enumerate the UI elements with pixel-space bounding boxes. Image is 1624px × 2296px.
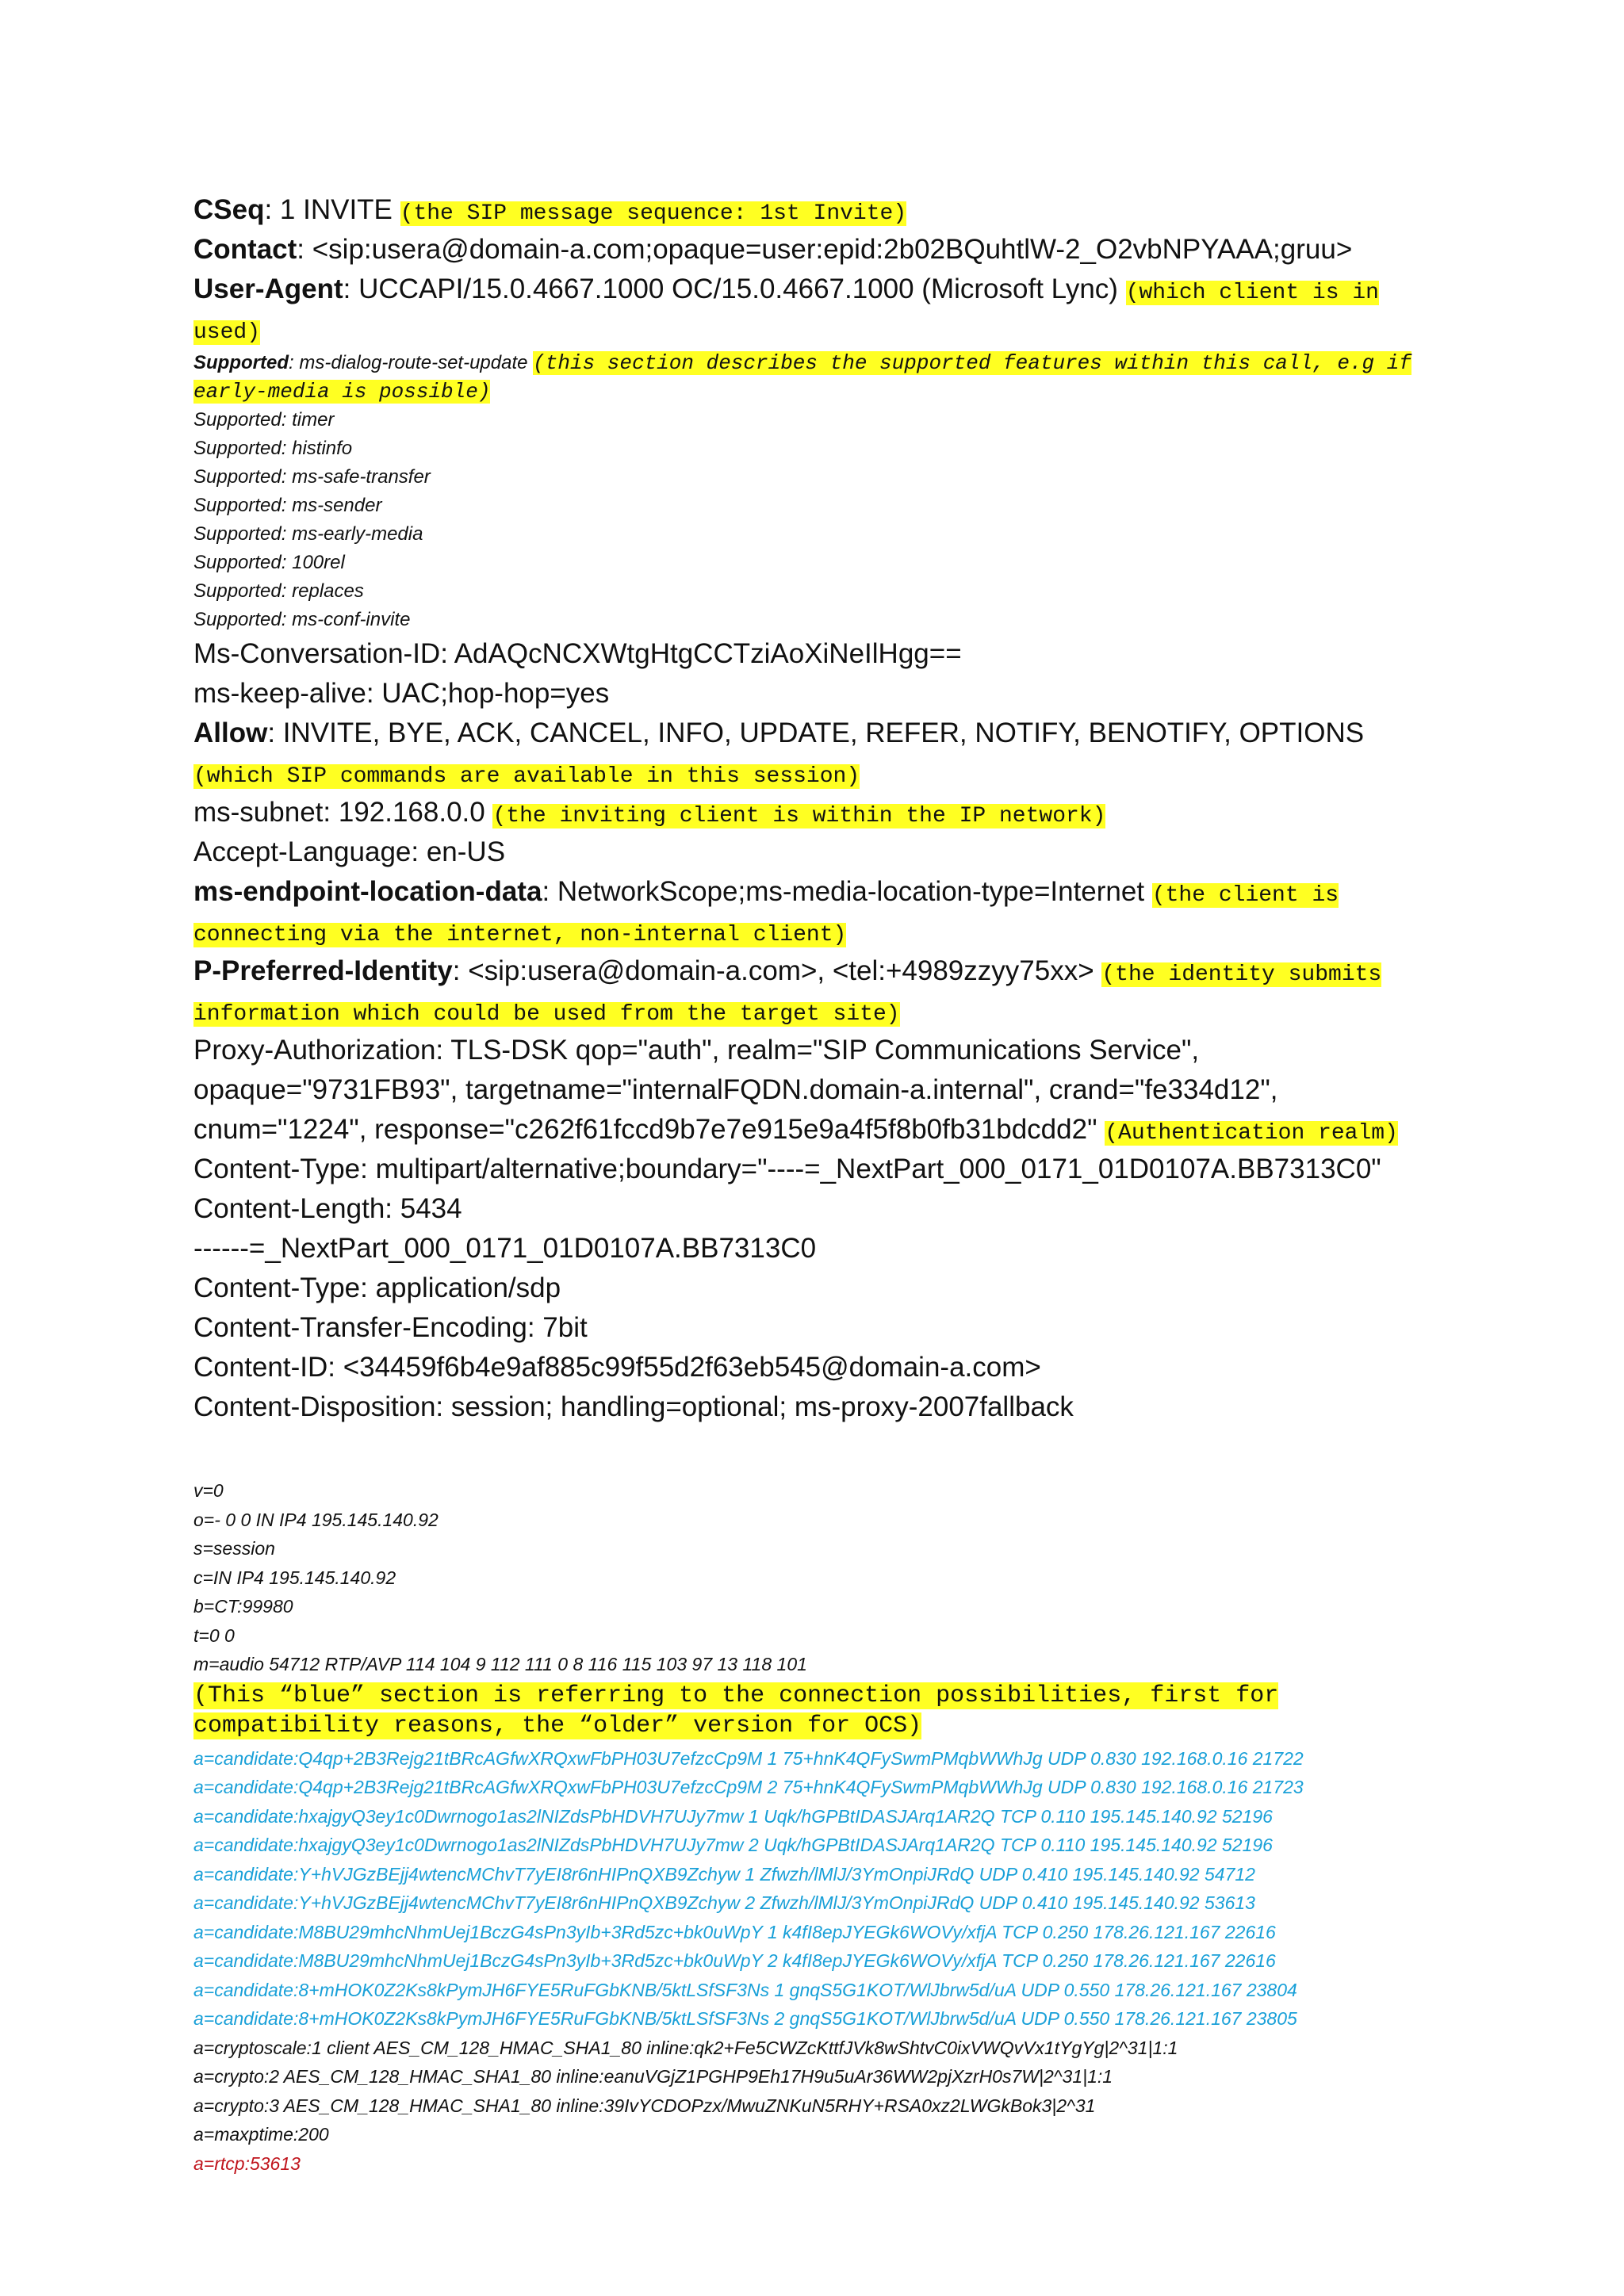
candidate-line: a=candidate:M8BU29mhcNhmUej1BczG4sPn3yIb+3Rd5zc+bk0uWpY 1 k4fI8epJYEGk6WOVy/xfjA TCP 0.250 178.26.121.167 22616 — [193, 1921, 1276, 1942]
candidate-line: a=candidate:Y+hVJGzBEjj4wtencMChvT7yEI8r6nHIPnQXB9Zchyw 1 Zfwzh/lMlJ/3YmOnpiJRdQ UDP 0.410 195.145.140.92 54712 — [193, 1863, 1255, 1885]
cseq-line — [193, 190, 1446, 230]
content-type-line: Content-Type: multipart/alternative;boundary="----=_NextPart_000_0171_01D0107A.BB7313C0" — [193, 1154, 1381, 1184]
supported-label: Supported — [193, 352, 289, 373]
candidate-line: a=candidate:8+mHOK0Z2Ks8kPymJH6FYE5RuFGbKNB/5ktLSfSF3Ns 1 gnqS5G1KOT/WlJbrw5d/uA UDP 0.550 178.26.121.167 23804 — [193, 1979, 1297, 2000]
proxy-auth-response: cnum="1224", response="c262f61fccd9b7e7e915e9a4f5f8b0fb31bdcdd2" — [193, 1114, 1097, 1145]
preferred-identity-line — [193, 951, 1446, 1031]
supported-line: Supported: ms-safe-transfer — [193, 466, 431, 488]
allow-line — [193, 714, 1446, 793]
crypto-line: a=crypto:2 AES_CM_128_HMAC_SHA1_80 inline:eanuVGjZ1PGHP9Eh17H9u5uAr36WW2pjXzrH0s7W|2^31|1:1 — [193, 2066, 1113, 2087]
content-id-line: Content-ID: <34459f6b4e9af885c99f55d2f63eb545@domain-a.com> — [193, 1352, 1041, 1383]
preferred-identity-label: P-Preferred-Identity — [193, 955, 453, 986]
contact-label: Contact — [193, 234, 297, 265]
proxy-auth-note: (Authentication realm) — [1105, 1121, 1398, 1146]
sdp-line: c=IN IP4 195.145.140.92 — [193, 1567, 396, 1588]
allow-label: Allow — [193, 718, 268, 748]
subnet-note: (the inviting client is within the IP network) — [492, 804, 1106, 828]
supported-line: Supported: replaces — [193, 580, 364, 602]
allow-value: : INVITE, BYE, ACK, CANCEL, INFO, UPDATE, REFER, NOTIFY, BENOTIFY, OPTIONS — [267, 718, 1365, 748]
sdp-line: v=0 — [193, 1480, 224, 1501]
cseq-label: CSeq — [193, 194, 265, 225]
supported-line: Supported: ms-sender — [193, 495, 382, 516]
sdp-line: t=0 0 — [193, 1624, 235, 1646]
sdp-line: b=CT:99980 — [193, 1596, 293, 1617]
blue-section-note — [193, 1681, 1446, 1741]
supported-line: Supported: ms-conf-invite — [193, 609, 411, 630]
supported-note: (this section describes the supported features within this call, e.g if early-media is possible) — [193, 351, 1411, 404]
sdp-line: m=audio 54712 RTP/AVP 114 104 9 112 111 0 8 116 115 103 97 13 118 101 — [193, 1654, 807, 1674]
blue-section-note-text: (This “blue” section is referring to the connection possibilities, first for compatibility reasons, the “older” version for OCS) — [193, 1682, 1279, 1739]
proxy-auth-line — [193, 1110, 1446, 1150]
candidate-line: a=candidate:hxajgyQ3ey1c0Dwrnogo1as2lNIZdsPbHDVH7UJy7mw 1 Uqk/hGPBtIDASJArq1AR2Q TCP 0.110 195.145.140.92 52196 — [193, 1805, 1273, 1827]
user-agent-value: : UCCAPI/15.0.4667.1000 OC/15.0.4667.1000 (Microsoft Lync) — [343, 274, 1118, 304]
cseq-value: : 1 INVITE — [264, 194, 393, 225]
sdp-body — [193, 1476, 1446, 2178]
content-type-sdp-line: Content-Type: application/sdp — [193, 1272, 561, 1303]
supported-line: Supported: timer — [193, 409, 335, 430]
transfer-encoding-line: Content-Transfer-Encoding: 7bit — [193, 1312, 588, 1343]
allow-note: (which SIP commands are available in this session) — [193, 764, 860, 789]
cseq-note: (the SIP message sequence: 1st Invite) — [400, 201, 907, 226]
boundary-line: ------=_NextPart_000_0171_01D0107A.BB7313C0 — [193, 1233, 817, 1264]
accept-language-line: Accept-Language: en-US — [193, 836, 506, 867]
supported-first-line — [193, 349, 1446, 406]
contact-value: : <sip:usera@domain-a.com;opaque=user:epid:2b02BQuhtlW-2_O2vbNPYAAA;gruu> — [297, 234, 1353, 265]
candidate-line: a=candidate:Y+hVJGzBEjj4wtencMChvT7yEI8r6nHIPnQXB9Zchyw 2 Zfwzh/lMlJ/3YmOnpiJRdQ UDP 0.410 195.145.140.92 53613 — [193, 1892, 1255, 1913]
endpoint-location-note: (the client is connecting via the internet, non-internal client) — [193, 883, 1339, 947]
sdp-line: s=session — [193, 1538, 275, 1559]
conversation-id-line: Ms-Conversation-ID: AdAQcNCXWtgHtgCCTziAoXiNeIlHgg== — [193, 638, 962, 669]
user-agent-note: (which client is in used) — [193, 281, 1379, 345]
endpoint-location-value: : NetworkScope;ms-media-location-type=Internet — [542, 876, 1145, 907]
sdp-line: o=- 0 0 IN IP4 195.145.140.92 — [193, 1509, 439, 1530]
endpoint-location-label: ms-endpoint-location-data — [193, 876, 542, 907]
supported-line: Supported: histinfo — [193, 438, 353, 459]
candidate-line: a=candidate:8+mHOK0Z2Ks8kPymJH6FYE5RuFGbKNB/5ktLSfSF3Ns 2 gnqS5G1KOT/WlJbrw5d/uA UDP 0.550 178.26.121.167 23805 — [193, 2008, 1297, 2029]
subnet-line — [193, 793, 1446, 832]
proxy-auth-line: opaque="9731FB93", targetname="internalFQDN.domain-a.internal", crand="fe334d12", — [193, 1074, 1278, 1105]
candidate-line: a=candidate:Q4qp+2B3Rejg21tBRcAGfwXRQxwFbPH03U7efzcCp9M 1 75+hnK4QFySwmPMqbWWhJg UDP 0.830 192.168.0.16 21722 — [193, 1747, 1304, 1769]
candidate-line: a=candidate:M8BU29mhcNhmUej1BczG4sPn3yIb+3Rd5zc+bk0uWpY 2 k4fI8epJYEGk6WOVy/xfjA TCP 0.250 178.26.121.167 22616 — [193, 1950, 1276, 1971]
candidate-line: a=candidate:Q4qp+2B3Rejg21tBRcAGfwXRQxwFbPH03U7efzcCp9M 2 75+hnK4QFySwmPMqbWWhJg UDP 0.830 192.168.0.16 21723 — [193, 1777, 1304, 1797]
user-agent-line — [193, 270, 1446, 349]
content-disposition-line: Content-Disposition: session; handling=optional; ms-proxy-2007fallback — [193, 1391, 1074, 1422]
preferred-identity-value: : <sip:usera@domain-a.com>, <tel:+4989zzyy75xx> — [452, 955, 1094, 986]
subnet-value: ms-subnet: 192.168.0.0 — [193, 797, 485, 828]
rtcp-line: a=rtcp:53613 — [193, 2152, 301, 2174]
keep-alive-line: ms-keep-alive: UAC;hop-hop=yes — [193, 678, 610, 709]
content-length-line: Content-Length: 5434 — [193, 1193, 462, 1224]
crypto-line: a=crypto:3 AES_CM_128_HMAC_SHA1_80 inline:39IvYCDOPzx/MwuZNKuN5RHY+RSA0xz2LWGkBok3|2^31 — [193, 2095, 1096, 2116]
sip-invite-message — [193, 190, 1446, 2178]
crypto-line: a=cryptoscale:1 client AES_CM_128_HMAC_SHA1_80 inline:qk2+Fe5CWZcKttfJVk8wShtvC0ixVWQvVx1tYgYg|2^31|1:1 — [193, 2037, 1178, 2058]
endpoint-location-line — [193, 872, 1446, 951]
supported-line: Supported: 100rel — [193, 552, 345, 573]
preferred-identity-note: (the identity submits information which could be used from the target site) — [193, 962, 1382, 1027]
supported-value: : ms-dialog-route-set-update — [289, 352, 528, 373]
supported-line: Supported: ms-early-media — [193, 523, 423, 545]
user-agent-label: User-Agent — [193, 274, 343, 304]
contact-line — [193, 230, 1446, 270]
maxptime-line: a=maxptime:200 — [193, 2124, 329, 2145]
proxy-auth-line: Proxy-Authorization: TLS-DSK qop="auth", realm="SIP Communications Service", — [193, 1035, 1200, 1066]
candidate-line: a=candidate:hxajgyQ3ey1c0Dwrnogo1as2lNIZdsPbHDVH7UJy7mw 2 Uqk/hGPBtIDASJArq1AR2Q TCP 0.110 195.145.140.92 52196 — [193, 1835, 1273, 1855]
spacer — [193, 1427, 1446, 1476]
